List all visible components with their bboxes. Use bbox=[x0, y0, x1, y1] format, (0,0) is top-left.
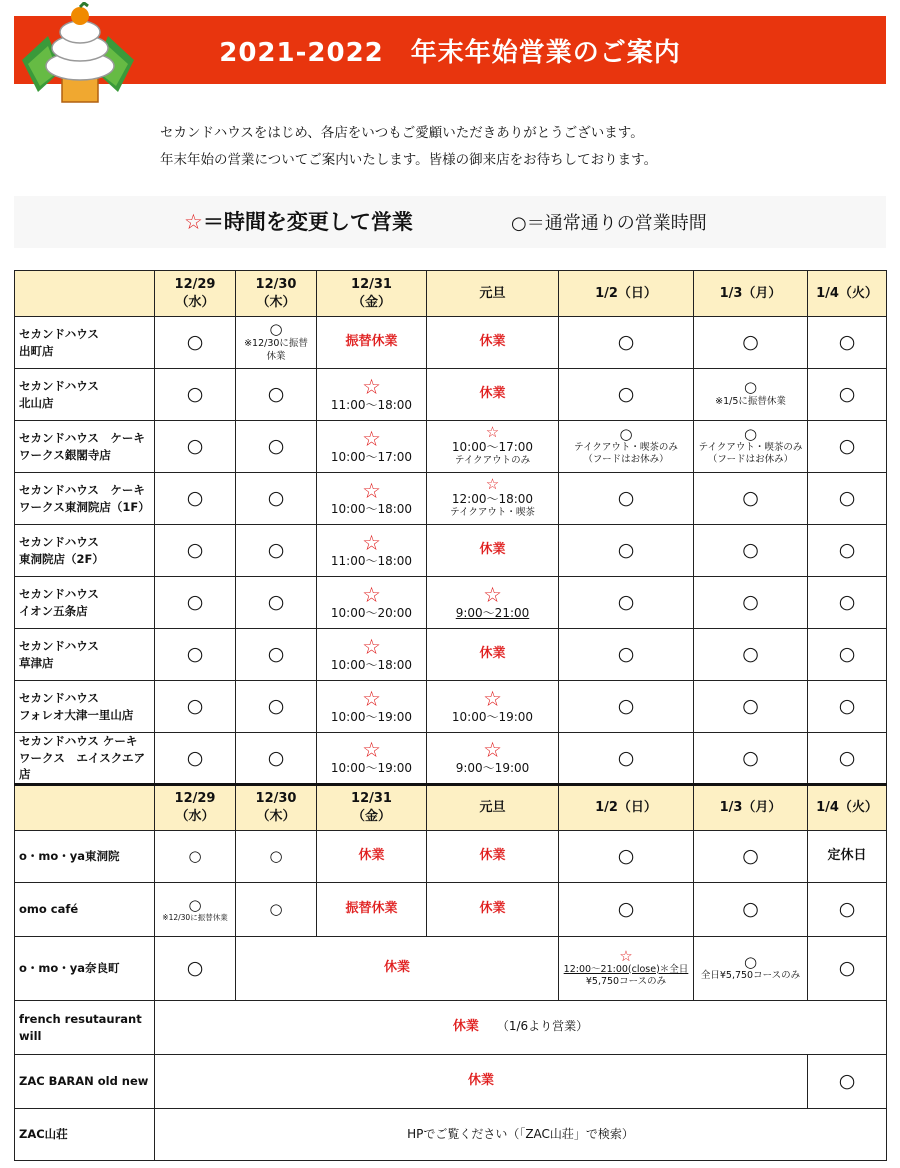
circle-icon: ○ bbox=[838, 643, 856, 665]
header-0104: 1/4（火） bbox=[808, 271, 887, 317]
regular-holiday-label: 定休日 bbox=[827, 848, 867, 864]
header-banner bbox=[14, 16, 886, 84]
star-icon: ☆ bbox=[362, 530, 381, 555]
circle-icon: ○ bbox=[186, 957, 204, 980]
store-name: french resutaurant will bbox=[15, 1001, 155, 1055]
closed-label: 振替休業 bbox=[345, 901, 398, 917]
store-name: o・mo・ya奈良町 bbox=[15, 937, 155, 1001]
store-name: ZAC山荘 bbox=[15, 1109, 155, 1161]
circle-icon: ○ bbox=[267, 746, 285, 769]
circle-icon: ○ bbox=[617, 331, 635, 353]
star-icon: ☆ bbox=[485, 475, 500, 494]
star-icon: ☆ bbox=[362, 426, 381, 451]
circle-icon: ○ bbox=[838, 539, 856, 561]
header-0103: 1/3（月） bbox=[694, 785, 808, 831]
legend-star bbox=[184, 206, 413, 236]
circle-icon: ○ bbox=[742, 487, 759, 509]
header-corner bbox=[15, 785, 155, 831]
circle-icon: ○ bbox=[267, 591, 285, 613]
circle-icon: ○ bbox=[742, 331, 759, 353]
header-0102: 1/2（日） bbox=[559, 271, 694, 317]
legend-star-label: ＝時間を変更して営業 bbox=[202, 210, 413, 234]
hours: 10:00～17:00 bbox=[451, 440, 534, 455]
hours: 10:00～19:00 bbox=[330, 761, 413, 775]
closed-label: 休業 bbox=[479, 542, 506, 558]
store-name: セカンドハウス フォレオ大津一里山店 bbox=[15, 681, 155, 733]
intro-line-1: セカンドハウスをはじめ、各店をいつもご愛顧いただきありがとうございます。 bbox=[160, 125, 644, 141]
circle-icon: ○ bbox=[267, 539, 285, 561]
closed-label: 休業 bbox=[358, 848, 385, 864]
circle-icon: ○ bbox=[186, 539, 204, 561]
circle-icon: ○ bbox=[186, 746, 204, 769]
hours: 9:00～21:00 bbox=[455, 605, 530, 620]
star-icon: ☆ bbox=[619, 946, 633, 965]
circle-icon: ○ bbox=[742, 845, 759, 868]
note: テイクアウト・喫茶のみ （フードはお休み） bbox=[574, 441, 678, 465]
circle-icon: ○ bbox=[186, 643, 204, 665]
closed-label: 振替休業 bbox=[345, 334, 398, 350]
hours: 10:00～18:00 bbox=[330, 501, 413, 516]
table-row bbox=[15, 883, 887, 937]
circle-icon: ○ bbox=[742, 643, 759, 665]
schedule-table bbox=[14, 270, 887, 1161]
circle-icon: ○ bbox=[186, 435, 204, 457]
star-icon: ☆ bbox=[184, 210, 203, 234]
circle-icon: ○ bbox=[838, 898, 856, 921]
star-icon: ☆ bbox=[483, 686, 502, 711]
star-icon: ☆ bbox=[362, 634, 381, 659]
circle-icon: ○ bbox=[742, 539, 759, 561]
circle-icon: ○ bbox=[186, 331, 204, 353]
header-1229: 12/29 （水） bbox=[155, 271, 236, 317]
table-row bbox=[15, 831, 887, 883]
store-name: omo café bbox=[15, 883, 155, 937]
circle-icon: ○ bbox=[742, 591, 759, 613]
intro-text bbox=[160, 120, 657, 174]
intro-line-2: 年末年始の営業についてご案内いたします。皆様の御来店をお待ちしております。 bbox=[160, 152, 658, 168]
header-1230: 12/30 （木） bbox=[236, 785, 317, 831]
circle-icon: ○ bbox=[617, 746, 635, 769]
circle-icon: ○ bbox=[267, 435, 285, 457]
table-row bbox=[15, 937, 887, 1001]
legend bbox=[14, 196, 886, 248]
store-name: セカンドハウス 東洞院店（2F） bbox=[15, 525, 155, 577]
star-icon: ☆ bbox=[483, 738, 502, 762]
note: 12:00～21:00(close)＊全日 ¥5,750コースのみ bbox=[563, 963, 689, 988]
hours: 10:00～19:00 bbox=[451, 709, 534, 724]
hours: 10:00～20:00 bbox=[330, 605, 413, 620]
hours: 10:00～17:00 bbox=[330, 449, 413, 464]
circle-icon: ○ bbox=[838, 487, 856, 509]
circle-icon: ○ bbox=[743, 424, 758, 443]
table-row bbox=[15, 629, 887, 681]
hours: 12:00～18:00 bbox=[451, 492, 534, 507]
note: ※12/30に振替休業 bbox=[162, 912, 228, 922]
page-title: 2021-2022 年末年始営業のご案内 bbox=[219, 38, 681, 68]
closed-label: 休業 bbox=[383, 960, 410, 976]
note: テイクアウトのみ bbox=[454, 455, 531, 467]
table-row bbox=[15, 421, 887, 473]
table-row bbox=[15, 1055, 887, 1109]
note: 全日¥5,750コースのみ bbox=[700, 969, 801, 981]
note: ※1/5に振替休業 bbox=[715, 396, 786, 408]
table-row bbox=[15, 733, 887, 785]
kagami-mochi-icon bbox=[18, 2, 138, 106]
circle-icon: ○ bbox=[269, 320, 283, 339]
hours: 10:00～18:00 bbox=[330, 657, 413, 672]
circle-icon: ○ bbox=[617, 898, 635, 921]
header-0104: 1/4（火） bbox=[808, 785, 887, 831]
circle-icon: ○ bbox=[838, 746, 856, 769]
store-name: セカンドハウス ケーキ ワークス銀閣寺店 bbox=[15, 421, 155, 473]
circle-icon: ○ bbox=[619, 424, 633, 443]
legend-circle-label: ○＝通常通りの営業時間 bbox=[511, 213, 707, 234]
note: テイクアウト・喫茶のみ （フードはお休み） bbox=[698, 441, 803, 465]
closed-label: 休業 bbox=[479, 901, 506, 917]
note: （1/6より営業） bbox=[502, 1019, 589, 1034]
store-name: ZAC BARAN old new bbox=[15, 1055, 155, 1109]
hours: 11:00～18:00 bbox=[330, 553, 413, 568]
star-icon: ☆ bbox=[362, 686, 381, 711]
store-name: セカンドハウス 草津店 bbox=[15, 629, 155, 681]
circle-icon: ○ bbox=[269, 846, 283, 865]
header-1231: 12/31 （金） bbox=[317, 271, 427, 317]
circle-icon: ○ bbox=[743, 952, 758, 971]
closed-label: 休業 bbox=[479, 848, 506, 864]
circle-icon: ○ bbox=[186, 487, 204, 509]
table-row bbox=[15, 525, 887, 577]
circle-icon: ○ bbox=[742, 746, 759, 769]
circle-icon: ○ bbox=[188, 895, 202, 914]
circle-icon: ○ bbox=[186, 695, 204, 717]
circle-icon: ○ bbox=[838, 435, 856, 457]
store-name: セカンドハウス 北山店 bbox=[15, 369, 155, 421]
header-corner bbox=[15, 271, 155, 317]
star-icon: ☆ bbox=[485, 423, 500, 442]
circle-icon: ○ bbox=[186, 383, 204, 405]
circle-icon: ○ bbox=[267, 383, 285, 405]
note: ※12/30に振替 休業 bbox=[244, 338, 308, 362]
circle-icon: ○ bbox=[617, 643, 635, 665]
circle-icon: ○ bbox=[838, 591, 856, 613]
table-row bbox=[15, 577, 887, 629]
circle-icon: ○ bbox=[267, 487, 285, 509]
star-icon: ☆ bbox=[362, 582, 381, 607]
closed-label: 休業 bbox=[479, 646, 506, 662]
circle-icon: ○ bbox=[838, 957, 856, 980]
circle-icon: ○ bbox=[617, 383, 635, 405]
circle-icon: ○ bbox=[838, 1070, 856, 1093]
header-1229: 12/29 （水） bbox=[155, 785, 236, 831]
header-row bbox=[15, 271, 887, 317]
table-row bbox=[15, 1109, 887, 1161]
circle-icon: ○ bbox=[838, 383, 856, 405]
table-row bbox=[15, 1001, 887, 1055]
table-row bbox=[15, 473, 887, 525]
circle-icon: ○ bbox=[267, 643, 285, 665]
store-name: o・mo・ya東洞院 bbox=[15, 831, 155, 883]
table-row bbox=[15, 317, 887, 369]
header-0103: 1/3（月） bbox=[694, 271, 808, 317]
hours: 9:00～19:00 bbox=[455, 761, 530, 775]
closed-label: 休業 bbox=[467, 1073, 494, 1089]
store-name: セカンドハウス 出町店 bbox=[15, 317, 155, 369]
info-text: HPでご覧ください（「ZAC山荘」で検索） bbox=[407, 1127, 634, 1142]
header-0101: 元旦 bbox=[427, 785, 559, 831]
store-name: セカンドハウス ケーキ ワークス東洞院店（1F） bbox=[15, 473, 155, 525]
star-icon: ☆ bbox=[362, 374, 381, 399]
circle-icon: ○ bbox=[617, 539, 635, 561]
star-icon: ☆ bbox=[362, 478, 381, 503]
closed-label: 休業 bbox=[479, 334, 506, 350]
circle-icon: ○ bbox=[838, 695, 856, 717]
circle-icon: ○ bbox=[617, 591, 635, 613]
header-0102: 1/2（日） bbox=[559, 785, 694, 831]
circle-icon: ○ bbox=[617, 487, 635, 509]
star-icon: ☆ bbox=[362, 738, 381, 762]
header-row bbox=[15, 785, 887, 831]
note: テイクアウト・喫茶 bbox=[450, 507, 535, 519]
table-row bbox=[15, 369, 887, 421]
circle-icon: ○ bbox=[188, 846, 202, 865]
circle-icon: ○ bbox=[186, 591, 204, 613]
closed-label: 休業 bbox=[452, 1019, 479, 1035]
header-1231: 12/31 （金） bbox=[317, 785, 427, 831]
store-name: セカンドハウス イオン五条店 bbox=[15, 577, 155, 629]
circle-icon: ○ bbox=[742, 898, 759, 921]
header-1230: 12/30 （木） bbox=[236, 271, 317, 317]
circle-icon: ○ bbox=[743, 378, 758, 397]
circle-icon: ○ bbox=[838, 331, 856, 353]
circle-icon: ○ bbox=[267, 695, 285, 717]
store-name: セカンドハウス ケーキ ワークス エイスクエア店 bbox=[15, 733, 155, 785]
star-icon: ☆ bbox=[483, 582, 502, 607]
header-0101: 元旦 bbox=[427, 271, 559, 317]
circle-icon: ○ bbox=[617, 695, 635, 717]
circle-icon: ○ bbox=[617, 845, 635, 868]
hours: 10:00～19:00 bbox=[330, 709, 413, 724]
hours: 11:00～18:00 bbox=[330, 397, 413, 412]
closed-label: 休業 bbox=[479, 386, 506, 402]
circle-icon: ○ bbox=[269, 899, 283, 918]
circle-icon: ○ bbox=[742, 695, 759, 717]
table-row bbox=[15, 681, 887, 733]
